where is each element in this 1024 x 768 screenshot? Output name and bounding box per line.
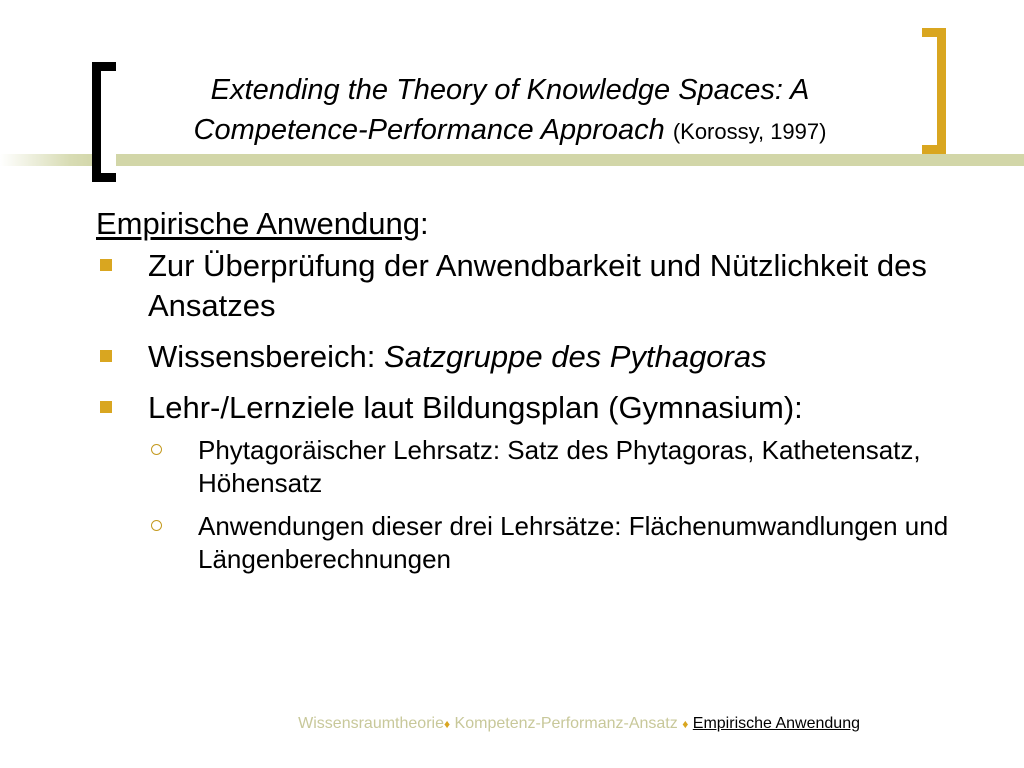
breadcrumb-item-current[interactable]: Empirische Anwendung <box>692 715 860 732</box>
slide-title <box>110 70 910 152</box>
sub-bullet-item-2 <box>96 510 996 576</box>
circle-bullet-icon <box>151 444 162 455</box>
breadcrumb-item-1[interactable]: Wissensraumtheorie <box>298 715 444 732</box>
bullet-item-3 <box>96 388 996 428</box>
sub-bullet-item-1 <box>96 434 996 500</box>
sub-bullet-text-1: Phytagoräischer Lehrsatz: Satz des Phytagoras, Kathetensatz, Höhensatz <box>198 435 921 498</box>
bullet-text-3: Lehr-/Lernziele laut Bildungsplan (Gymnasium): <box>148 390 803 425</box>
bullet-text-2-prefix: Wissensbereich: <box>148 339 385 374</box>
bullet-text-1: Zur Überprüfung der Anwendbarkeit und Nützlichkeit des Ansatzes <box>148 248 927 323</box>
title-underline-bar-left <box>0 154 100 166</box>
section-heading: Empirische Anwendung: <box>96 206 429 241</box>
title-underline-bar-right <box>116 154 1024 166</box>
breadcrumb-item-2[interactable]: Kompetenz-Performanz-Ansatz <box>454 715 678 732</box>
right-bracket-decoration <box>922 28 946 154</box>
square-bullet-icon <box>100 350 112 362</box>
square-bullet-icon <box>100 401 112 413</box>
title-citation: (Korossy, 1997) <box>672 119 827 144</box>
title-line-2: Competence-Performance Approach <box>193 114 665 146</box>
bullet-text-2-italic: Satzgruppe des Pythagoras <box>384 339 767 374</box>
square-bullet-icon <box>100 259 112 271</box>
section-heading-label: Empirische Anwendung <box>96 206 420 241</box>
circle-bullet-icon <box>151 520 162 531</box>
bullet-item-2 <box>96 337 996 377</box>
bullet-item-1 <box>96 246 996 326</box>
title-line-1: Extending the Theory of Knowledge Spaces: A <box>210 74 810 106</box>
sub-bullet-text-2: Anwendungen dieser drei Lehrsätze: Flächenumwandlungen und Längenberechnungen <box>198 511 949 574</box>
slide-body <box>96 204 996 586</box>
breadcrumb <box>0 714 1024 734</box>
diamond-separator-icon: ♦ <box>443 717 451 731</box>
diamond-separator-icon: ♦ <box>682 717 689 731</box>
